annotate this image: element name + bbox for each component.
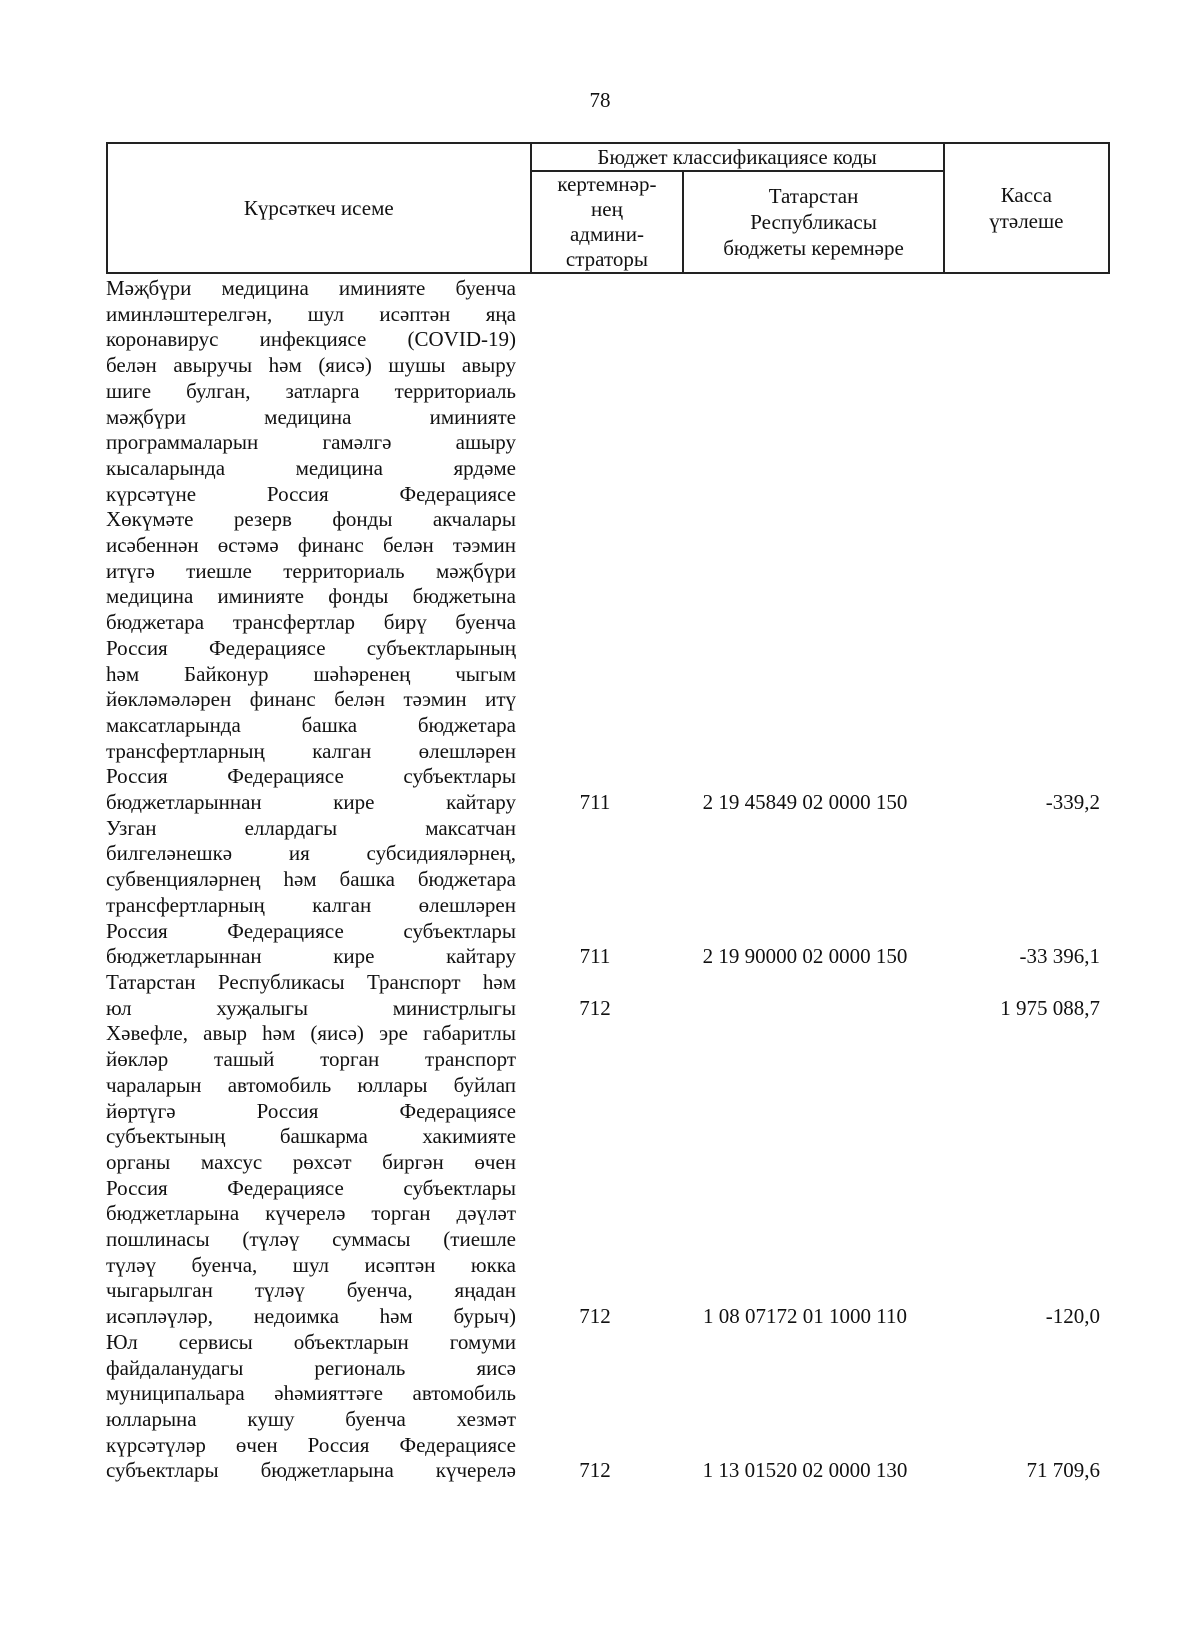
admin-code: 712 xyxy=(579,1304,611,1329)
indicator-name-line: программаларын гамәлгә ашыру xyxy=(106,430,516,455)
indicator-name-line: кысаларында медицина ярдәме xyxy=(106,455,516,480)
indicator-name-line: билгеләнешкә ия субсидияләрнең, xyxy=(106,841,516,866)
indicator-name-line: итүгә тиешле территориаль мәҗбүри xyxy=(106,558,516,583)
indicator-name-line: коронавирус инфекциясе (COVID-19) xyxy=(106,327,516,352)
indicator-name-line: һәм Байконур шәһәренең чыгым xyxy=(106,661,516,686)
cash-execution-amount: -339,2 xyxy=(1045,790,1100,815)
table-row xyxy=(106,276,1110,816)
indicator-name-line: күрсәтүне Россия Федерациясе xyxy=(106,481,516,506)
table-row xyxy=(106,970,1110,1021)
table-row xyxy=(106,1330,1110,1484)
budget-classification-code: 1 13 01520 02 0000 130 xyxy=(702,1458,908,1483)
admin-code: 711 xyxy=(579,944,611,969)
cash-execution-amount: -120,0 xyxy=(1045,1304,1100,1329)
indicator-name-line: максатларында башка бюджетара xyxy=(106,712,516,737)
indicator-name-line: Хәвефле, авыр һәм (яисә) эре габаритлы xyxy=(106,1021,516,1046)
indicator-name-line: медицина иминияте фонды бюджетына xyxy=(106,584,516,609)
indicator-name-line: Россия Федерациясе субъектлары xyxy=(106,918,516,943)
indicator-name xyxy=(106,276,516,816)
indicator-name-line: йөкләмәләрен финанс белән тәэмин итү xyxy=(106,687,516,712)
indicator-name-line: органы махсус рөхсәт биргән өчен xyxy=(106,1149,516,1174)
indicator-name-line: чараларын автомобиль юллары буйлап xyxy=(106,1072,516,1097)
indicator-name-line: исәпләүләр, недоимка һәм бурыч) xyxy=(106,1304,516,1329)
indicator-name-line: йөкләр ташый торган транспорт xyxy=(106,1047,516,1072)
indicator-name-line: субъектының башкарма хакимияте xyxy=(106,1124,516,1149)
indicator-name-line: Узган еллардагы максатчан xyxy=(106,815,516,840)
table-row xyxy=(106,1021,1110,1329)
indicator-name-line: субвенцияләрнең һәм башка бюджетара xyxy=(106,867,516,892)
indicator-name-line: йөртүгә Россия Федерациясе xyxy=(106,1098,516,1123)
budget-classification-code: 1 08 07172 01 1000 110 xyxy=(703,1304,907,1329)
indicator-name-line: белән авыручы һәм (яисә) шушы авыру xyxy=(106,353,516,378)
indicator-name-line: трансфертларның калган өлешләрен xyxy=(106,738,516,763)
table-body xyxy=(106,276,1110,1484)
indicator-name-line: трансфертларның калган өлешләрен xyxy=(106,892,516,917)
indicator-name xyxy=(106,816,516,970)
table-row xyxy=(106,816,1110,970)
indicator-name-line: чыгарылган түләү буенча, яңадан xyxy=(106,1278,516,1303)
admin-code: 712 xyxy=(579,995,611,1020)
indicator-name xyxy=(106,1330,516,1484)
header-budget-code-group: Бюджет классификациясе коды xyxy=(531,143,944,171)
indicator-name-line: Россия Федерациясе субъектларының xyxy=(106,635,516,660)
indicator-name-line: Хөкүмәте резерв фонды акчалары xyxy=(106,507,516,532)
header-republic-revenues: Татарстан Республикасы бюджеты керемнәре xyxy=(683,171,943,273)
admin-code: 711 xyxy=(579,790,611,815)
indicator-name-line: түләү буенча, шул исәптән юкка xyxy=(106,1252,516,1277)
indicator-name-line: күрсәтүләр өчен Россия Федерациясе xyxy=(106,1432,516,1457)
indicator-name-line: Юл сервисы объектларын гомуми xyxy=(106,1329,516,1354)
admin-code: 712 xyxy=(579,1458,611,1483)
budget-classification-code: 2 19 90000 02 0000 150 xyxy=(702,944,908,969)
header-revenue-administrators: кертемнәр- нең админи- страторы xyxy=(531,171,684,273)
indicator-name-line: юлларына кушу буенча хезмәт xyxy=(106,1406,516,1431)
indicator-name-line: бюджетларыннан кире кайтару xyxy=(106,790,516,815)
header-cash-execution: Касса үтәлеше xyxy=(944,143,1109,273)
indicator-name xyxy=(106,970,516,1021)
indicator-name-line: бюджетларына күчерелә торган дәүләт xyxy=(106,1201,516,1226)
indicator-name-line: Мәҗбүри медицина иминияте буенча xyxy=(106,276,516,300)
indicator-name-line: муниципальара әһәмияттәге автомобиль xyxy=(106,1381,516,1406)
indicator-name-line: пошлинасы (түләү суммасы (тиешле xyxy=(106,1227,516,1252)
indicator-name-line: бюджетара трансфертлар бирү буенча xyxy=(106,610,516,635)
indicator-name-line: Татарстан Республикасы Транспорт һәм xyxy=(106,969,516,994)
indicator-name-line: мәҗбүри медицина иминияте xyxy=(106,404,516,429)
indicator-name-line: субъектлары бюджетларына күчерелә xyxy=(106,1458,516,1483)
budget-classification-code: 2 19 45849 02 0000 150 xyxy=(702,790,908,815)
table-header xyxy=(106,142,1110,274)
indicator-name-line: Россия Федерациясе субъектлары xyxy=(106,764,516,789)
cash-execution-amount: -33 396,1 xyxy=(1019,944,1100,969)
indicator-name-line: юл хуҗалыгы министрлыгы xyxy=(106,995,516,1020)
indicator-name-line: бюджетларыннан кире кайтару xyxy=(106,944,516,969)
indicator-name-line: исәбеннән өстәмә финанс белән тәэмин xyxy=(106,533,516,558)
indicator-name-line: иминләштерелгән, шул исәптән яңа xyxy=(106,301,516,326)
indicator-name-line: файдаланудагы региональ яисә xyxy=(106,1355,516,1380)
indicator-name-line: шиге булган, затларга территориаль xyxy=(106,378,516,403)
indicator-name-line: Россия Федерациясе субъектлары xyxy=(106,1175,516,1200)
cash-execution-amount: 71 709,6 xyxy=(1026,1458,1100,1483)
cash-execution-amount: 1 975 088,7 xyxy=(1000,995,1100,1020)
header-indicator-name: Күрсәткеч исеме xyxy=(107,143,531,273)
page-number: 78 xyxy=(589,88,611,112)
indicator-name xyxy=(106,1021,516,1329)
